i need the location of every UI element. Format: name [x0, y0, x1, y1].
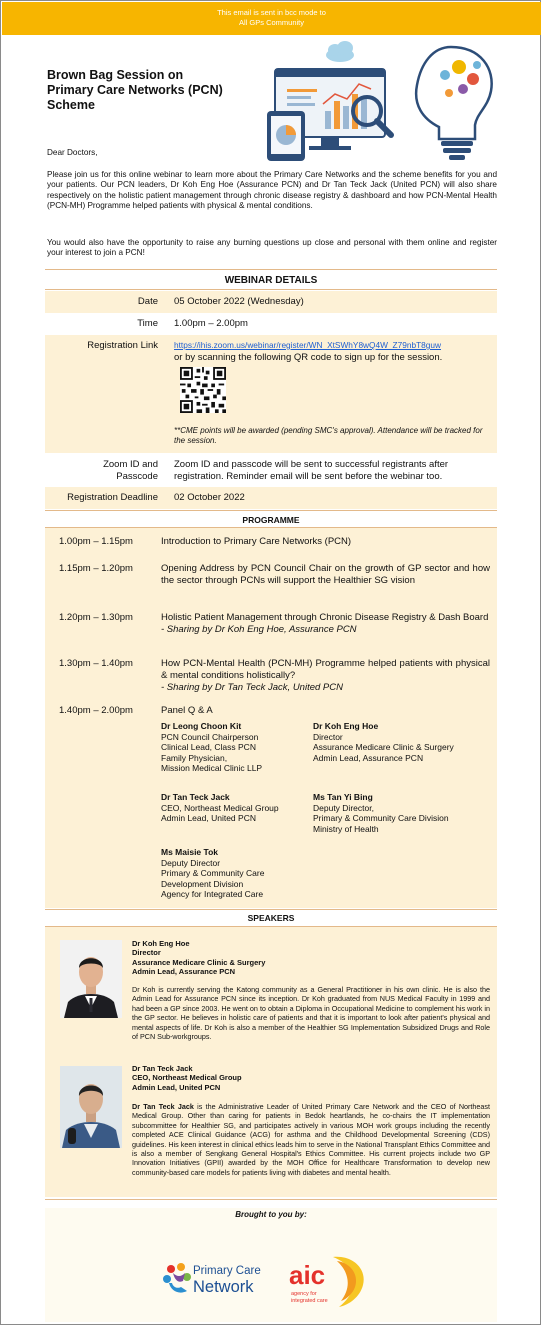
programme-time: 1.00pm – 1.15pm: [59, 536, 133, 547]
programme-topic-text: How PCN-Mental Health (PCN-MH) Programme helped patients with physical & mental conditions holistically?: [161, 658, 490, 681]
programme-topic: [161, 658, 490, 694]
speaker-title: Assurance Medicare Clinic & Surgery: [132, 957, 266, 967]
programme-time: 1.40pm – 2.00pm: [59, 705, 133, 716]
registration-link[interactable]: https://ihis.zoom.us/webinar/register/WN_XtSWhY8wQ4W_Z79nbT8guw: [174, 340, 441, 350]
panelist-line: Admin Lead, United PCN: [161, 813, 256, 824]
title-line-2: Primary Care Networks (PCN): [47, 83, 223, 97]
panelist-line: Primary & Community Care Division: [313, 813, 449, 824]
divider: [45, 289, 497, 290]
panelist-line: Agency for Integrated Care: [161, 889, 264, 900]
programme-heading: PROGRAMME: [242, 515, 300, 525]
programme-topic: Opening Address by PCN Council Chair on the growth of GP sector and how the sector through PCNs will support the Healthier SG vision: [161, 563, 490, 586]
speaker-title: Admin Lead, Assurance PCN: [132, 967, 236, 977]
panelist-line: Assurance Medicare Clinic & Surgery: [313, 742, 454, 753]
panelist-line: PCN Council Chairperson: [161, 731, 259, 742]
speaker-bio-lead: Dr Tan Teck Jack: [132, 1102, 194, 1111]
zoom-label-line-2: Passcode: [116, 471, 158, 482]
programme-time: 1.30pm – 1.40pm: [59, 658, 133, 669]
bcc-banner: [2, 2, 541, 35]
qr-code[interactable]: [180, 367, 226, 413]
speaker-header: [132, 939, 265, 977]
panelist: [313, 792, 491, 834]
brought-to-you: Brought to you by:: [235, 1210, 307, 1219]
programme-time: 1.20pm – 1.30pm: [59, 612, 133, 623]
panelist-line: Ministry of Health: [313, 823, 379, 834]
aic-sub-line-1: agency for: [291, 1291, 317, 1297]
registration-label: Registration Link: [87, 340, 158, 351]
panelist-line: Deputy Director,: [313, 802, 374, 813]
aic-logo-text: aic: [289, 1260, 326, 1290]
divider: [45, 510, 497, 511]
panelist-line: Development Division: [161, 878, 244, 889]
date-label: Date: [137, 296, 158, 307]
webinar-heading: WEBINAR DETAILS: [224, 275, 318, 286]
speaker-photo: [60, 940, 122, 1018]
programme-topic: Introduction to Primary Care Networks (PCN): [161, 536, 352, 547]
pcn-logo[interactable]: [161, 1259, 271, 1305]
zoom-label-line-1: Zoom ID and: [103, 459, 158, 470]
title-line-1: Brown Bag Session on: [47, 68, 184, 82]
programme-topic: [161, 612, 490, 636]
speaker-name: Dr Tan Teck Jack: [132, 1064, 193, 1073]
programme-sharing: - Sharing by Dr Koh Eng Hoe, Assurance PCN: [161, 624, 357, 635]
pcn-logo-mark-icon: [161, 1261, 193, 1301]
deadline-value: 02 October 2022: [174, 492, 245, 503]
footer: [45, 1208, 497, 1322]
speaker-photo: [60, 1066, 122, 1148]
panelist-line: Primary & Community Care: [161, 868, 265, 879]
time-value: 1.00pm – 2.00pm: [174, 318, 248, 329]
speaker-title: Admin Lead, United PCN: [132, 1082, 221, 1092]
panelist-line: CEO, Northeast Medical Group: [161, 802, 279, 813]
speaker-header: [132, 1064, 242, 1092]
deadline-label: Registration Deadline: [67, 492, 158, 503]
panelist-line: Mission Medical Clinic LLP: [161, 763, 263, 774]
programme-sharing: - Sharing by Dr Tan Teck Jack, United PCN: [161, 682, 343, 693]
programme-time: 1.15pm – 1.20pm: [59, 563, 133, 574]
pcn-logo-text-1: Primary Care: [193, 1265, 261, 1277]
divider: [45, 1199, 497, 1200]
zoom-label: [45, 459, 158, 483]
panelist: [161, 847, 321, 900]
panelist: [313, 721, 491, 763]
registration-block: [174, 339, 490, 364]
panelist-name: Dr Tan Teck Jack: [161, 792, 230, 802]
panelist-line: Director: [313, 731, 343, 742]
speaker-bio: Dr Koh is currently serving the Katong community as a General Practitioner in his own clinic. He is also the Admin Lead for Assurance PCN since its inception. Dr Koh graduated from NUS Medical Faculty in 1999 and had been a GP since 2003. He went on to obtain a Diploma in Occupational Medicine to complement his work in the GP sector. He believes in holistic care of patients and that it is important to look after patient's physical and mental aspects of life. Dr Koh is also a member of the Healthier SG Implementation Subsidized Drugs and Role of PCN Sub-workgroups.: [132, 985, 490, 1042]
speaker-title: CEO, Northeast Medical Group: [132, 1073, 242, 1083]
programme-topic-text: Holistic Patient Management through Chronic Disease Registry & Dash Board: [161, 612, 489, 623]
date-value: 05 October 2022 (Wednesday): [174, 296, 304, 307]
banner-line-1: This email is sent in bcc mode to: [217, 8, 326, 17]
qr-instruction: or by scanning the following QR code to sign up for the session.: [174, 352, 443, 363]
panelist-name: Ms Tan Yi Bing: [313, 792, 373, 802]
banner-line-2: All GPs Community: [238, 18, 304, 27]
divider: [45, 269, 497, 270]
panelist: [161, 721, 306, 774]
cme-note: **CME points will be awarded (pending SMC's approval). Attendance will be tracked for the session.: [174, 426, 483, 445]
aic-logo[interactable]: [287, 1253, 369, 1311]
pcn-logo-text-2: Network: [193, 1278, 254, 1296]
panelist-line: Admin Lead, Assurance PCN: [313, 752, 424, 763]
intro-paragraph: Please join us for this online webinar to learn more about the Primary Care Networks and the scheme benefits for you and your patients. Our PCN leaders, Dr Koh Eng Hoe (Assurance PCN) and Dr Tan Teck Jack (United PCN) will also share respectively on the holistic patient management through chronic disease registry & dashboard and how PCN-Mental Health (PCN-MH) Programme helped patients with physical & mental conditions.: [47, 170, 497, 211]
panelist-name: Dr Koh Eng Hoe: [313, 721, 379, 731]
panelist-line: Clinical Lead, Class PCN: [161, 742, 256, 753]
divider: [45, 909, 497, 910]
panelist-name: Dr Leong Choon Kit: [161, 721, 242, 731]
aic-logo-sub: [291, 1291, 328, 1304]
cloud-icon: [326, 41, 354, 62]
greeting: Dear Doctors,: [47, 148, 98, 157]
title-line-3: Scheme: [47, 98, 95, 112]
time-label: Time: [137, 318, 158, 329]
panelist-name: Ms Maisie Tok: [161, 847, 218, 857]
analytics-illustration: [263, 39, 501, 161]
page-title: [47, 68, 257, 113]
panelist: [161, 792, 306, 824]
speaker-bio-text: is the Administrative Leader of United Primary Care Network and the CEO of Northeast Medical Group. Other than caring for patients in Bedok heartlands, he co-chairs the IT implementation subcommittee for Healthier SG, and participates actively in various MOH work groups including the recently completed ACE Clinical Guidance (ACG) for asthma and the Childhood Developmental Screening (CDS) guidelines. His keen interest in clinical ethics leads him to serve in the National Transplant Ethics Committee and is also a member of Sengkang General Hospital's Ethics Committee. His current projects include two GP Innovation Initiatives (GPII) awarded by the MOH Office for Healthcare Transformation to develop new community-based care models for patients living with diabetes and mental health.: [132, 1102, 490, 1177]
panelist-line: Family Physician,: [161, 752, 228, 763]
intro-paragraph-2: You would also have the opportunity to raise any burning questions up close and personal with them online and register your interest to join a PCN!: [47, 238, 497, 258]
zoom-value: Zoom ID and passcode will be sent to successful registrants after registration. Reminder email will be sent before the webinar too.: [174, 459, 449, 482]
speakers-heading: SPEAKERS: [247, 913, 295, 923]
panelist-line: Deputy Director: [161, 857, 221, 868]
aic-sub-line-2: integrated care: [291, 1297, 328, 1304]
speaker-title: Director: [132, 948, 161, 958]
lightbulb-head-icon: [416, 47, 492, 160]
speaker-name: Dr Koh Eng Hoe: [132, 939, 190, 948]
speaker-bio: [132, 1102, 490, 1177]
programme-topic: Panel Q & A: [161, 705, 213, 716]
